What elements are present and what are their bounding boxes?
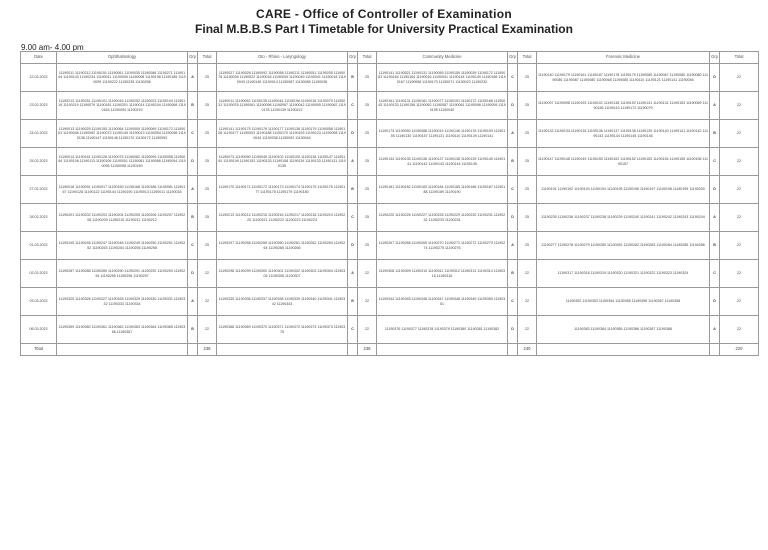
ent-rolls: 11190011 11190052 11190135 11190044 11190196 11190018 11190079 11190031 11190076 11190061 11190098 11190067 11190042 11190095 11190062 11190178 11190139 11190212	[217, 92, 348, 120]
forensic-medicine-rolls: 11190352 11190353 11190354 11190355 11190356 11190357 11190358	[537, 288, 710, 316]
community-medicine-rolls: 11190134 11190135 11190136 11190137 11190138 11190139 11190140 11190141 11190142 11190143 11190144 11190145	[377, 148, 508, 176]
ent-rolls: 11190368 11190369 11190370 11190371 11190372 11190373 11190374 11190375	[217, 316, 348, 344]
forensic-medicine-rolls: 11190317 11190318 11190319 11190320 11190321 11190322 11190323 11190324	[537, 260, 710, 288]
group-cell: B	[508, 148, 518, 176]
column-header: Grp	[710, 52, 720, 64]
group-cell: B	[188, 316, 198, 344]
time-band: 9.00 am- 4.00 pm	[21, 43, 84, 52]
column-header: Forensic Medicine	[537, 52, 710, 64]
total-cell: 25	[198, 92, 217, 120]
ophthalmology-rolls: 11190014 11190161 11190126 11190075 11190062 11190099 11190058 11190084 11190106 11190113 11190106 11190001 11190061 11190068 11190094 11190095 11190098 11190159	[57, 148, 188, 176]
total-cell: 22	[720, 316, 759, 344]
total-cell: 22	[720, 288, 759, 316]
group-cell: B	[188, 92, 198, 120]
group-cell: A	[348, 260, 358, 288]
header-row	[21, 52, 759, 64]
total-cell: 25	[518, 148, 537, 176]
ent-rolls: 11190027 11190026 11190092 11190058 11190211 11190051 11190035 11190076 11190026 11190022 11190018 11190009 11190049 11190041 11190018 11190043 11190145 11190014 11190087 11190085 11190038	[217, 64, 348, 92]
table-row	[21, 288, 759, 316]
group-cell: A	[348, 148, 358, 176]
date-cell: 27.02.2023	[21, 176, 57, 204]
ent-rolls: 11190335 11190336 11190337 11190338 11190339 11190340 11190341 11190342 11190343	[217, 288, 348, 316]
total-cell: 22	[358, 260, 377, 288]
column-header: Grp	[188, 52, 198, 64]
community-medicine-rolls: 11190181 11190182 11190183 11190184 11190185 11190186 11190187 11190188 11190189 11190190	[377, 176, 508, 204]
total-cell: 25	[358, 92, 377, 120]
group-cell: A	[508, 120, 518, 148]
total-cell: 22	[720, 120, 759, 148]
ophthalmology-rolls: 11190018 11190091 11190017 11190159 11190168 11190186 11190081 11190167 11190128 11190122 11190144 11190190 11190013 11190011 11190018	[57, 176, 188, 204]
ophthalmology-rolls: 11190325 11190326 11190327 11190328 11190329 11190330 11190331 11190332 11190333 11190334	[57, 288, 188, 316]
group-cell: D	[710, 176, 720, 204]
total-ent: 238	[358, 344, 377, 356]
table-row	[21, 204, 759, 232]
total-cell: 25	[518, 204, 537, 232]
total-cell: 22	[358, 288, 377, 316]
ophthalmology-rolls: 11190013 11190025 11190155 11190064 11190005 11190069 11190172 11190061 11190048 11190062 11190073 11190145 11190013 11190054 11190096 11190138 11190147 11190146 11190170 11190172 11190053	[57, 120, 188, 148]
table-row	[21, 260, 759, 288]
group-cell: C	[508, 64, 518, 92]
total-cell: 22	[198, 260, 217, 288]
forensic-medicine-rolls: 11190140 11190179 11190161 11190187 11190178 11190179 11190080 11190067 11190080 11190080 11190086 11190087 11190080 11190068 11190085 11190110 11190121 11190141 11190046	[537, 64, 710, 92]
group-cell: D	[188, 148, 198, 176]
column-header: Ophthalmology	[57, 52, 188, 64]
group-cell: A	[188, 64, 198, 92]
page-subtitle: Final M.B.B.S Part I Timetable for University Practical Examination	[195, 22, 573, 36]
total-cell: 25	[518, 232, 537, 260]
group-cell: D	[710, 288, 720, 316]
total-ophthalmology: 238	[198, 344, 217, 356]
total-cell: 22	[720, 148, 759, 176]
ophthalmology-rolls: 11190011 11190212 11190151 11190061 11190035 11190086 11190271 11190164 11190143 11190234 11190011 11190009 11190008 11190198 11190185 11190099 11190222 11190235 11190258	[57, 64, 188, 92]
total-cell: 25	[358, 204, 377, 232]
table-row	[21, 120, 759, 148]
column-header: Total	[518, 52, 537, 64]
date-cell: 22.02.2023	[21, 64, 57, 92]
table-row	[21, 232, 759, 260]
ophthalmology-rolls: 11190201 11190202 11190203 11190204 11190205 11190206 11190207 11190208 11190209 11190210 11190211 11190212	[57, 204, 188, 232]
group-cell: D	[508, 204, 518, 232]
group-cell: A	[188, 176, 198, 204]
total-cell: 25	[198, 120, 217, 148]
community-medicine-rolls: 11190141 11190521 11190131 11190059 11190155 11190039 11190172 11190081 11190164 11190164 11190016 11190041 11190144 11190149 11190166 11190167 11190068 11190170 11190071 11190023 11190232	[377, 64, 508, 92]
date-cell: 03.03.2023	[21, 288, 57, 316]
group-cell: A	[710, 92, 720, 120]
timetable-body	[21, 64, 759, 344]
group-cell: A	[710, 316, 720, 344]
table-row	[21, 92, 759, 120]
total-cell: 25	[358, 176, 377, 204]
group-cell: B	[348, 288, 358, 316]
total-cell: 25	[198, 232, 217, 260]
date-cell: 24.02.2023	[21, 120, 57, 148]
total-cell: 22	[518, 316, 537, 344]
total-cell: 22	[720, 92, 759, 120]
group-cell: C	[710, 148, 720, 176]
total-cell: 25	[198, 204, 217, 232]
group-cell: B	[710, 232, 720, 260]
total-cell: 25	[358, 232, 377, 260]
group-cell: B	[188, 204, 198, 232]
total-cell: 25	[358, 64, 377, 92]
group-cell: B	[710, 120, 720, 148]
ent-rolls: 11190141 11190175 11190176 11190177 11190138 11190179 11190058 11190128 11190177 11190053 11190188 11190170 11190163 11190123 11190098 11190044 11190038 11190092 11190044	[217, 120, 348, 148]
group-cell: D	[348, 232, 358, 260]
group-cell: B	[508, 260, 518, 288]
group-cell: C	[188, 232, 198, 260]
total-cell: 22	[720, 260, 759, 288]
column-header: Grp	[348, 52, 358, 64]
total-cell: 22	[720, 204, 759, 232]
ophthalmology-rolls: 11190245 11190246 11190247 11190248 11190249 11190250 11190251 11190252 11190253 11190254 11190255 11190256	[57, 232, 188, 260]
forensic-medicine-rolls: 11190277 11190278 11190279 11190280 11190281 11190282 11190283 11190284 11190285 11190286	[537, 232, 710, 260]
date-cell: 28.02.2023	[21, 204, 57, 232]
date-cell: 01.03.2023	[21, 232, 57, 260]
community-medicine-rolls: 11190161 11190131 11190181 11190077 11190191 11190172 11190168 11190043 11190133 11190158 11190062 11190087 11190061 11190098 11190009 11190195 11190040	[377, 92, 508, 120]
ophthalmology-rolls: 11190359 11190360 11190361 11190362 11190363 11190364 11190365 11190366 11190367	[57, 316, 188, 344]
group-cell: C	[508, 176, 518, 204]
group-cell: C	[348, 204, 358, 232]
group-cell: D	[348, 120, 358, 148]
total-cell: 22	[720, 64, 759, 92]
ent-rolls: 11190170 11190171 11190172 11190173 11190174 11190175 11190176 11190177 11190178 11190179 11190180	[217, 176, 348, 204]
timetable	[20, 51, 759, 356]
column-header: Date	[21, 52, 57, 64]
ent-rolls: 11190257 11190258 11190259 11190260 11190261 11190262 11190263 11190264 11190265 11190266	[217, 232, 348, 260]
forensic-medicine-rolls: 11190235 11190236 11190237 11190238 11190239 11190240 11190241 11190242 11190243 11190244	[537, 204, 710, 232]
date-cell: 23.02.2023	[21, 92, 57, 120]
total-cell: 25	[358, 120, 377, 148]
total-community-medicine: 240	[518, 344, 537, 356]
group-cell: D	[710, 64, 720, 92]
group-cell: D	[188, 260, 198, 288]
total-cell: 22	[198, 288, 217, 316]
total-cell: 25	[198, 64, 217, 92]
forensic-medicine-rolls: 11190147 11190148 11190149 11190150 11190151 11190152 11190153 11190154 11190155 11190156 11190157	[537, 148, 710, 176]
total-label: Total	[21, 344, 57, 356]
total-cell: 25	[518, 92, 537, 120]
total-cell: 25	[518, 176, 537, 204]
total-cell: 22	[720, 232, 759, 260]
total-cell: 22	[720, 176, 759, 204]
group-cell: C	[348, 316, 358, 344]
table-row	[21, 316, 759, 344]
column-header: Total	[358, 52, 377, 64]
group-cell: A	[188, 288, 198, 316]
total-forensic-medicine: 220	[720, 344, 759, 356]
total-cell: 22	[518, 288, 537, 316]
date-cell: 06.03.2023	[21, 316, 57, 344]
total-cell: 25	[518, 64, 537, 92]
group-cell: B	[348, 64, 358, 92]
group-cell: C	[348, 92, 358, 120]
total-row	[21, 344, 759, 356]
group-cell: A	[508, 232, 518, 260]
table-row	[21, 148, 759, 176]
column-header: Oto - Rhino - Laryngology	[217, 52, 348, 64]
total-cell: 22	[518, 260, 537, 288]
group-cell: D	[508, 316, 518, 344]
community-medicine-rolls: 11190376 11190377 11190378 11190379 11190380 11190381 11190382	[377, 316, 508, 344]
group-cell: B	[348, 176, 358, 204]
ophthalmology-rolls: 11190287 11190288 11190289 11190290 11190291 11190292 11190293 11190294 11190295 11190296 11190297	[57, 260, 188, 288]
community-medicine-rolls: 11190308 11190309 11190310 11190311 11190312 11190313 11190314 11190315 11190316	[377, 260, 508, 288]
column-header: Total	[720, 52, 759, 64]
forensic-medicine-rolls: 11190191 11190192 11190193 11190194 11190195 11190196 11190197 11190198 11190199 11190200	[537, 176, 710, 204]
community-medicine-rolls: 11190173 11190050 11190088 11190019 11190146 11190178 11190153 11190155 11190130 11190157 11190131 11190110 11190139 11190141	[377, 120, 508, 148]
total-cell: 25	[198, 176, 217, 204]
date-cell: 02.03.2023	[21, 260, 57, 288]
group-cell: A	[710, 204, 720, 232]
group-cell: D	[508, 92, 518, 120]
community-medicine-rolls: 11190344 11190345 11190346 11190347 11190348 11190349 11190350 11190351	[377, 288, 508, 316]
forensic-medicine-rolls: 11190097 11190098 11190193 11190101 11190138 11190192 11190141 11190131 11190153 11190069 11190156 11190110 11190172 11190079	[537, 92, 710, 120]
total-cell: 25	[358, 148, 377, 176]
total-cell: 25	[198, 148, 217, 176]
ophthalmology-rolls: 11190213 11190251 11190101 11190016 11190252 11190023 11190104 11190119 11190219 11190079 11190181 11190201 11190014 11190104 11190068 11190163 11190094 11190219	[57, 92, 188, 120]
column-header: Community Medicine	[377, 52, 508, 64]
group-cell: C	[188, 120, 198, 148]
total-cell: 25	[518, 120, 537, 148]
group-cell: C	[508, 288, 518, 316]
ent-rolls: 11190073 11190090 11190049 11190102 11190105 11190138 11190147 11190181 11190149 11190152 11190133 11190108 11190119 11190133 11190131 11190135	[217, 148, 348, 176]
page-title: CARE - Office of Controller of Examination	[256, 7, 512, 21]
ent-rolls: 11190298 11190299 11190300 11190301 11190302 11190303 11190304 11190305 11190306 11190307	[217, 260, 348, 288]
group-cell: C	[710, 260, 720, 288]
total-cell: 22	[198, 316, 217, 344]
table-row	[21, 64, 759, 92]
forensic-medicine-rolls: 11190133 11190134 11190135 11190136 11190137 11190138 11190139 11190140 11190141 11190142 11190143 11190144 11190145 11190146	[537, 120, 710, 148]
column-header: Grp	[508, 52, 518, 64]
column-header: Total	[198, 52, 217, 64]
forensic-medicine-rolls: 11190383 11190384 11190385 11190386 11190387 11190388	[537, 316, 710, 344]
table-row	[21, 176, 759, 204]
date-cell: 25.02.2023	[21, 148, 57, 176]
total-cell: 22	[358, 316, 377, 344]
community-medicine-rolls: 11190267 11190268 11190269 11190270 11190271 11190272 11190273 11190274 11190275 11190276	[377, 232, 508, 260]
ent-rolls: 11190213 11190214 11190215 11190216 11190217 11190218 11190219 11190220 11190221 11190222 11190223 11190224	[217, 204, 348, 232]
community-medicine-rolls: 11190225 11190226 11190227 11190228 11190229 11190230 11190231 11190232 11190233 11190234	[377, 204, 508, 232]
